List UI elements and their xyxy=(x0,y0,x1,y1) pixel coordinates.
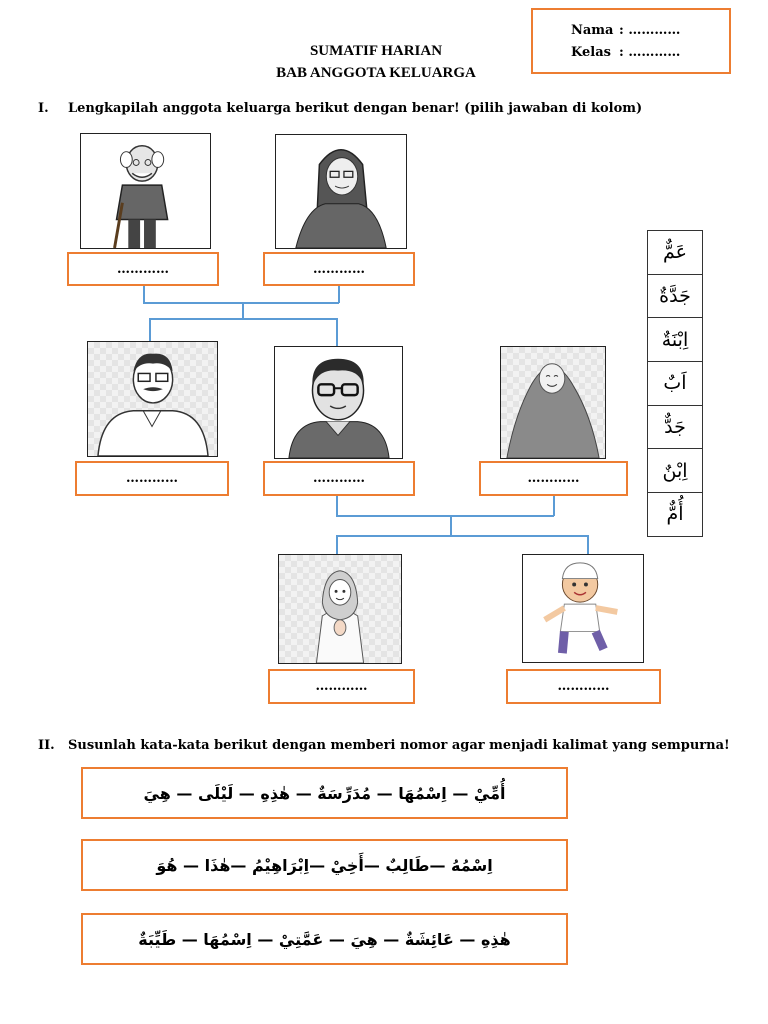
word-bank-item[interactable]: اِبْنَةٌ xyxy=(648,318,702,362)
page-subtitle: BAB ANGGOTA KELUARGA xyxy=(276,65,476,81)
section2-number: II. xyxy=(38,738,55,753)
page-title: SUMATIF HARIAN xyxy=(309,43,443,59)
tree-line xyxy=(242,302,244,319)
section1-number: I. xyxy=(38,101,49,116)
uncle-icon xyxy=(88,342,217,456)
sentence-box-2[interactable]: اِسْمُهُ —طَالِبٌ —أَخِيْ —اِبْرَاهِيْمُ —هٰذَا — هُوَ xyxy=(81,839,568,891)
tree-line xyxy=(553,496,555,516)
answer-box-son[interactable]: ………… xyxy=(506,669,661,704)
answer-box-mother[interactable]: ………… xyxy=(479,461,628,496)
sentence-box-1[interactable]: أُمِّيْ — اِسْمُهَا — مُدَرِّسَةٌ — هٰذِهِ — لَيْلَى — هِيَ xyxy=(81,767,568,819)
father-picture xyxy=(274,346,403,459)
answer-box-grandmother[interactable]: ………… xyxy=(263,252,415,286)
sentence-box-3[interactable]: هٰذِهِ — عَائِشَةٌ — هِيَ — عَمَّتِيْ — اِسْمُهَا — طَيِّبَةٌ xyxy=(81,913,568,965)
tree-line xyxy=(336,496,338,516)
class-value[interactable]: : ………… xyxy=(619,45,681,60)
class-label: Kelas xyxy=(571,45,611,60)
tree-line xyxy=(587,535,589,554)
grandfather-icon xyxy=(81,134,210,248)
word-bank-item[interactable]: عَمٌّ xyxy=(648,231,702,275)
name-value[interactable]: : ………… xyxy=(619,23,681,38)
name-row xyxy=(571,20,729,42)
mother-icon xyxy=(501,347,605,458)
tree-line xyxy=(336,515,554,517)
section2-instruction xyxy=(38,738,730,753)
tree-line xyxy=(143,286,145,303)
tree-line xyxy=(336,318,338,346)
son-picture xyxy=(522,554,644,663)
daughter-picture xyxy=(278,554,402,664)
grandmother-icon xyxy=(276,135,406,248)
word-bank-item[interactable]: اِبْنٌ xyxy=(648,449,702,493)
tree-line xyxy=(450,515,452,536)
section2-text: Susunlah kata-kata berikut dengan memberi nomor agar menjadi kalimat yang sempurna! xyxy=(68,738,730,753)
uncle-picture xyxy=(87,341,218,457)
answer-box-grandfather[interactable]: ………… xyxy=(67,252,219,286)
tree-line xyxy=(143,302,339,304)
mother-picture xyxy=(500,346,606,459)
daughter-icon xyxy=(279,555,401,663)
son-icon xyxy=(523,555,643,662)
tree-line xyxy=(149,318,151,342)
name-label: Nama xyxy=(571,23,614,38)
section1-instruction xyxy=(38,101,642,116)
answer-box-father[interactable]: ………… xyxy=(263,461,415,496)
word-bank-item[interactable]: أُمٌّ xyxy=(666,503,684,526)
grandfather-picture xyxy=(80,133,211,249)
word-bank-item[interactable]: اَبٌ xyxy=(648,362,702,406)
word-bank-item[interactable]: جَدٌّ xyxy=(648,406,702,450)
tree-line xyxy=(336,535,338,554)
answer-box-daughter[interactable]: ………… xyxy=(268,669,415,704)
father-icon xyxy=(275,347,402,458)
word-bank-item[interactable]: جَدَّةٌ xyxy=(648,275,702,319)
tree-line xyxy=(149,318,337,320)
word-bank xyxy=(647,230,703,537)
tree-line xyxy=(336,535,588,537)
tree-line xyxy=(338,286,340,303)
grandmother-picture xyxy=(275,134,407,249)
section1-text: Lengkapilah anggota keluarga berikut dengan benar! (pilih jawaban di kolom) xyxy=(68,101,643,116)
answer-box-uncle[interactable]: ………… xyxy=(75,461,229,496)
